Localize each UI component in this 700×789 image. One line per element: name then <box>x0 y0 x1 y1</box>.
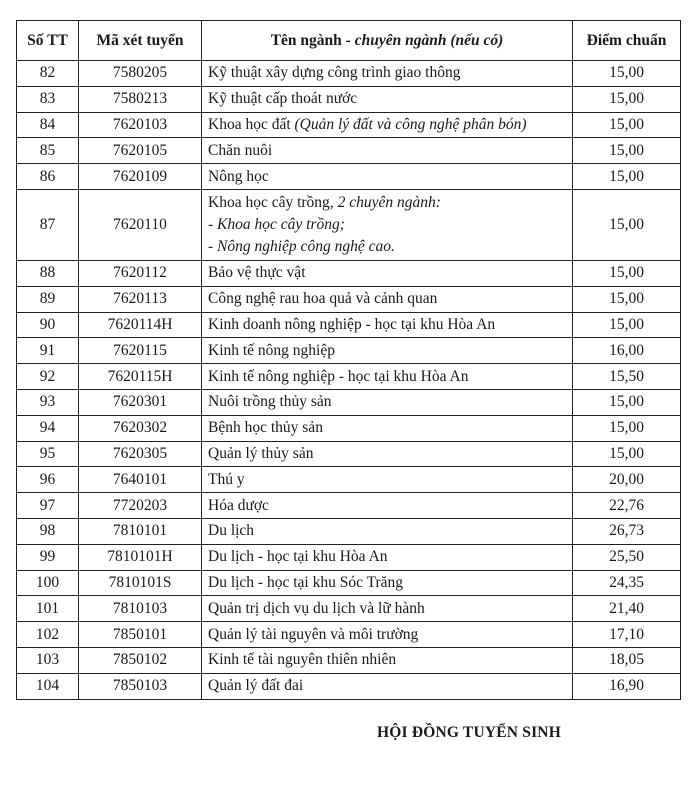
row-code: 7620103 <box>79 112 202 138</box>
row-stt: 99 <box>17 544 79 570</box>
row-name <box>202 61 573 87</box>
row-score: 15,00 <box>573 286 681 312</box>
row-name <box>202 312 573 338</box>
table-row <box>17 493 681 519</box>
table-row <box>17 189 681 260</box>
table-row <box>17 338 681 364</box>
row-name <box>202 518 573 544</box>
row-stt: 88 <box>17 260 79 286</box>
row-score: 15,00 <box>573 138 681 164</box>
row-name <box>202 467 573 493</box>
row-name-text: Khoa học đất <box>208 115 295 133</box>
row-stt: 84 <box>17 112 79 138</box>
row-stt: 102 <box>17 622 79 648</box>
row-name <box>202 415 573 441</box>
row-stt: 94 <box>17 415 79 441</box>
row-name-italic: (Quản lý đất và công nghệ phân bón) <box>294 115 527 133</box>
row-name-text: Kinh tế nông nghiệp - học tại khu Hòa An <box>208 367 469 385</box>
row-code: 7620114H <box>79 312 202 338</box>
row-name-text: Kỹ thuật xây dựng công trình giao thông <box>208 64 461 82</box>
row-name <box>202 647 573 673</box>
row-score: 15,00 <box>573 164 681 190</box>
row-stt: 93 <box>17 389 79 415</box>
row-score: 21,40 <box>573 596 681 622</box>
row-name <box>202 673 573 699</box>
row-code: 7620301 <box>79 389 202 415</box>
table-row <box>17 441 681 467</box>
row-score: 20,00 <box>573 467 681 493</box>
row-name <box>202 164 573 190</box>
table-row <box>17 260 681 286</box>
row-code: 7620115H <box>79 364 202 390</box>
row-subspecialty: - Nông nghiệp công nghệ cao. <box>208 237 395 255</box>
table-row <box>17 673 681 699</box>
row-score: 22,76 <box>573 493 681 519</box>
header-name <box>202 21 573 61</box>
row-stt: 100 <box>17 570 79 596</box>
row-code: 7620112 <box>79 260 202 286</box>
row-name <box>202 286 573 312</box>
row-code: 7850103 <box>79 673 202 699</box>
admission-council-signature: HỘI ĐỒNG TUYỂN SINH <box>377 724 561 741</box>
header-name-main: Tên ngành - <box>270 31 355 49</box>
row-name-text: Quản lý tài nguyên và môi trường <box>208 625 419 643</box>
table-row <box>17 570 681 596</box>
row-name-text: Quản lý thủy sản <box>208 444 314 462</box>
row-score: 17,10 <box>573 622 681 648</box>
row-name <box>202 570 573 596</box>
table-row <box>17 286 681 312</box>
row-name-text: Kinh doanh nông nghiệp - học tại khu Hòa An <box>208 315 496 333</box>
row-code: 7620302 <box>79 415 202 441</box>
row-name-text: Du lịch <box>208 522 255 540</box>
row-code: 7580205 <box>79 61 202 87</box>
row-name <box>202 493 573 519</box>
row-score: 15,00 <box>573 61 681 87</box>
row-code: 7850101 <box>79 622 202 648</box>
row-name-text: Du lịch - học tại khu Sóc Trăng <box>208 573 404 591</box>
row-score: 18,05 <box>573 647 681 673</box>
table-row <box>17 112 681 138</box>
row-code: 7810101 <box>79 518 202 544</box>
row-name-text: Nuôi trồng thủy sản <box>208 393 332 411</box>
row-score: 26,73 <box>573 518 681 544</box>
row-name <box>202 622 573 648</box>
table-row <box>17 544 681 570</box>
row-name <box>202 544 573 570</box>
row-score: 15,00 <box>573 189 681 260</box>
table-row <box>17 164 681 190</box>
table-row <box>17 61 681 87</box>
row-stt: 89 <box>17 286 79 312</box>
row-score: 15,00 <box>573 441 681 467</box>
row-stt: 87 <box>17 189 79 260</box>
row-stt: 101 <box>17 596 79 622</box>
row-name <box>202 389 573 415</box>
table-row <box>17 389 681 415</box>
row-subspecialty: - Khoa học cây trồng; <box>208 215 345 233</box>
row-code: 7620115 <box>79 338 202 364</box>
row-name <box>202 189 573 260</box>
table-row <box>17 86 681 112</box>
row-name-text: Thú y <box>208 470 245 488</box>
row-stt: 83 <box>17 86 79 112</box>
row-code: 7620305 <box>79 441 202 467</box>
row-code: 7620110 <box>79 189 202 260</box>
header-name-italic: chuyên ngành (nếu có) <box>354 31 504 49</box>
row-code: 7810101H <box>79 544 202 570</box>
row-name <box>202 364 573 390</box>
row-score: 24,35 <box>573 570 681 596</box>
header-score: Điểm chuẩn <box>573 21 681 61</box>
row-name <box>202 260 573 286</box>
table-row <box>17 622 681 648</box>
row-code: 7580213 <box>79 86 202 112</box>
row-score: 15,00 <box>573 415 681 441</box>
table-row <box>17 518 681 544</box>
row-name-text: Bệnh học thủy sản <box>208 419 323 437</box>
row-name-text: Du lịch - học tại khu Hòa An <box>208 548 388 566</box>
row-name-text: Kỹ thuật cấp thoát nước <box>208 90 358 108</box>
table-row <box>17 647 681 673</box>
header-stt: Số TT <box>17 21 79 61</box>
row-name <box>202 138 573 164</box>
row-stt: 98 <box>17 518 79 544</box>
row-name-text: Công nghệ rau hoa quả và cảnh quan <box>208 290 438 308</box>
row-name-text: Khoa học cây trồng, <box>208 193 338 211</box>
row-score: 15,50 <box>573 364 681 390</box>
row-stt: 91 <box>17 338 79 364</box>
row-stt: 82 <box>17 61 79 87</box>
header-code: Mã xét tuyển <box>79 21 202 61</box>
row-name-text: Nông học <box>208 167 269 185</box>
row-code: 7620113 <box>79 286 202 312</box>
row-stt: 104 <box>17 673 79 699</box>
row-code: 7850102 <box>79 647 202 673</box>
row-name-text: Quản trị dịch vụ du lịch và lữ hành <box>208 599 425 617</box>
row-score: 16,00 <box>573 338 681 364</box>
row-name <box>202 338 573 364</box>
admission-score-table <box>16 20 681 700</box>
row-name <box>202 112 573 138</box>
row-stt: 90 <box>17 312 79 338</box>
table-row <box>17 467 681 493</box>
table-header-row <box>17 21 681 61</box>
row-name-text: Bảo vệ thực vật <box>208 264 306 282</box>
table-row <box>17 415 681 441</box>
row-code: 7720203 <box>79 493 202 519</box>
row-name-text: Kinh tế tài nguyên thiên nhiên <box>208 651 397 669</box>
table-row <box>17 312 681 338</box>
row-name <box>202 596 573 622</box>
row-stt: 86 <box>17 164 79 190</box>
row-stt: 85 <box>17 138 79 164</box>
row-name <box>202 441 573 467</box>
row-stt: 92 <box>17 364 79 390</box>
row-score: 16,90 <box>573 673 681 699</box>
row-score: 15,00 <box>573 86 681 112</box>
row-stt: 96 <box>17 467 79 493</box>
row-code: 7810101S <box>79 570 202 596</box>
row-code: 7640101 <box>79 467 202 493</box>
row-score: 15,00 <box>573 389 681 415</box>
row-code: 7620109 <box>79 164 202 190</box>
row-score: 25,50 <box>573 544 681 570</box>
table-row <box>17 596 681 622</box>
row-name-text: Chăn nuôi <box>208 141 273 159</box>
row-name-text: Quản lý đất đai <box>208 677 304 695</box>
row-score: 15,00 <box>573 312 681 338</box>
row-code: 7620105 <box>79 138 202 164</box>
row-score: 15,00 <box>573 260 681 286</box>
row-score: 15,00 <box>573 112 681 138</box>
row-name <box>202 86 573 112</box>
table-row <box>17 138 681 164</box>
row-stt: 95 <box>17 441 79 467</box>
row-code: 7810103 <box>79 596 202 622</box>
row-name-italic: 2 chuyên ngành: <box>337 193 441 211</box>
row-stt: 103 <box>17 647 79 673</box>
row-stt: 97 <box>17 493 79 519</box>
table-row <box>17 364 681 390</box>
row-name-text: Kinh tế nông nghiệp <box>208 341 335 359</box>
row-name-text: Hóa dược <box>208 496 269 514</box>
